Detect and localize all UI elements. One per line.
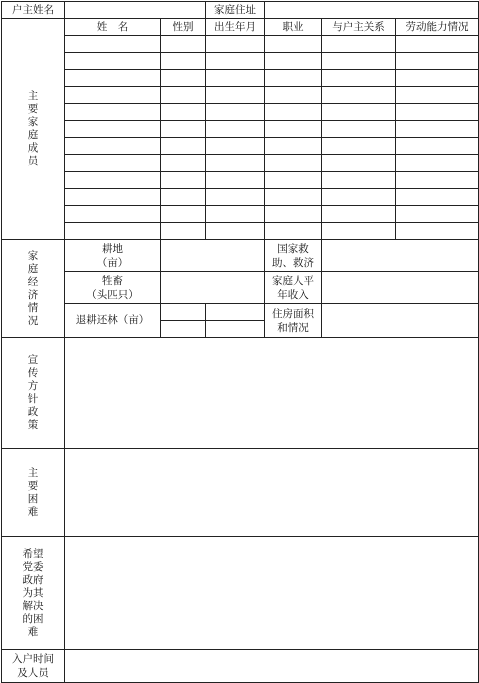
address-field[interactable] — [265, 2, 479, 19]
member-cell[interactable] — [265, 206, 322, 223]
member-cell[interactable] — [65, 189, 161, 206]
hopes-section-line: 为其 — [22, 586, 44, 599]
member-cell[interactable] — [396, 121, 479, 138]
member-cell[interactable] — [396, 223, 479, 240]
member-cell[interactable] — [206, 53, 265, 70]
member-cell[interactable] — [65, 70, 161, 87]
member-cell[interactable] — [396, 189, 479, 206]
reforestation-field[interactable] — [161, 321, 206, 338]
policy-field[interactable] — [65, 338, 479, 449]
member-cell[interactable] — [161, 36, 206, 53]
policy-section-char: 宣 — [27, 354, 39, 366]
member-row — [2, 189, 479, 206]
member-cell[interactable] — [322, 104, 396, 121]
member-cell[interactable] — [206, 87, 265, 104]
economy-section-label — [2, 240, 65, 338]
member-cell[interactable] — [65, 223, 161, 240]
economy-section-char: 家 — [27, 249, 39, 262]
member-cell[interactable] — [161, 70, 206, 87]
reforestation-label: 退耕还林（亩） — [65, 304, 161, 338]
member-cell[interactable] — [206, 36, 265, 53]
member-cell[interactable] — [265, 87, 322, 104]
member-cell[interactable] — [265, 70, 322, 87]
policy-section-char: 传 — [27, 367, 39, 379]
policy-section-char: 策 — [27, 419, 39, 431]
member-row — [2, 87, 479, 104]
member-cell[interactable] — [206, 189, 265, 206]
member-cell[interactable] — [322, 138, 396, 155]
member-cell[interactable] — [265, 138, 322, 155]
members-section-char: 主 — [27, 90, 39, 102]
difficulties-field[interactable] — [65, 449, 479, 537]
policy-section-label — [2, 338, 65, 449]
economy-section-char: 况 — [27, 314, 39, 327]
visit-label-line: 及人员 — [17, 667, 49, 679]
members-section-label — [2, 19, 65, 240]
housing-label — [265, 304, 322, 338]
member-cell[interactable] — [65, 172, 161, 189]
member-cell[interactable] — [265, 172, 322, 189]
member-row — [2, 155, 479, 172]
hopes-section-line: 希望 — [22, 547, 44, 560]
member-cell[interactable] — [206, 172, 265, 189]
member-cell[interactable] — [396, 70, 479, 87]
economy-section-char: 经 — [27, 275, 39, 288]
member-cell[interactable] — [65, 138, 161, 155]
member-cell[interactable] — [206, 206, 265, 223]
member-cell[interactable] — [322, 189, 396, 206]
livestock-unit: （头匹只） — [86, 288, 139, 301]
state-aid-label-line: 助、救济 — [272, 256, 314, 269]
livestock-field[interactable] — [161, 272, 265, 304]
hopes-section-label — [2, 537, 65, 650]
member-cell[interactable] — [396, 53, 479, 70]
hopes-section-line: 难 — [27, 625, 39, 638]
member-cell[interactable] — [265, 189, 322, 206]
member-cell[interactable] — [161, 53, 206, 70]
member-cell[interactable] — [396, 206, 479, 223]
policy-section-char: 方 — [27, 380, 39, 392]
address-label: 家庭住址 — [206, 2, 265, 19]
member-row — [2, 206, 479, 223]
member-cell[interactable] — [322, 223, 396, 240]
member-cell[interactable] — [161, 87, 206, 104]
household-visit-form — [1, 1, 479, 683]
members-section-char: 成 — [27, 142, 39, 154]
economy-section-char: 情 — [27, 301, 39, 314]
member-cell[interactable] — [161, 138, 206, 155]
hopes-field[interactable] — [65, 537, 479, 650]
visit-label-line: 入户时间 — [12, 653, 54, 665]
household-head-label: 户主姓名 — [2, 2, 65, 19]
difficulties-section-label — [2, 449, 65, 537]
member-cell[interactable] — [322, 155, 396, 172]
member-row — [2, 53, 479, 70]
per-capita-income-field[interactable] — [322, 272, 479, 304]
difficulties-section-char: 困 — [27, 492, 39, 505]
members-section-char: 要 — [27, 103, 39, 115]
member-cell[interactable] — [206, 138, 265, 155]
member-cell[interactable] — [265, 223, 322, 240]
per-capita-income-line: 年收入 — [277, 288, 309, 301]
member-cell[interactable] — [206, 104, 265, 121]
hopes-section-line: 的困 — [22, 612, 44, 625]
member-cell[interactable] — [161, 104, 206, 121]
visit-field[interactable] — [65, 650, 479, 683]
policy-section-char: 政 — [27, 406, 39, 418]
member-cell[interactable] — [396, 36, 479, 53]
member-row — [2, 121, 479, 138]
member-cell[interactable] — [265, 104, 322, 121]
household-head-field[interactable] — [65, 2, 206, 19]
column-header-gender: 性别 — [161, 19, 206, 36]
column-header-relation: 与户主关系 — [322, 19, 396, 36]
column-header-birth: 出生年月 — [206, 19, 265, 36]
member-cell[interactable] — [322, 206, 396, 223]
member-cell[interactable] — [161, 121, 206, 138]
members-section-char: 家 — [27, 116, 39, 128]
member-cell[interactable] — [322, 53, 396, 70]
member-cell[interactable] — [265, 53, 322, 70]
reforestation-field[interactable] — [206, 304, 265, 321]
member-cell[interactable] — [396, 138, 479, 155]
member-cell[interactable] — [396, 104, 479, 121]
member-cell[interactable] — [206, 223, 265, 240]
economy-section-char: 济 — [27, 288, 39, 301]
difficulties-section-char: 要 — [27, 479, 39, 492]
housing-label-line: 和情况 — [277, 321, 309, 334]
member-row — [2, 70, 479, 87]
member-cell[interactable] — [65, 53, 161, 70]
column-header-name: 姓 名 — [65, 19, 161, 36]
per-capita-income-line: 家庭人平 — [272, 274, 314, 287]
member-cell[interactable] — [161, 206, 206, 223]
member-cell[interactable] — [265, 155, 322, 172]
column-header-labor: 劳动能力情况 — [396, 19, 479, 36]
member-cell[interactable] — [206, 155, 265, 172]
farmland-label-line: 耕地 — [102, 242, 123, 255]
member-row — [2, 138, 479, 155]
member-cell[interactable] — [322, 121, 396, 138]
hopes-section-line: 政府 — [22, 573, 44, 586]
member-cell[interactable] — [322, 87, 396, 104]
livestock-label — [65, 272, 161, 304]
member-cell[interactable] — [322, 70, 396, 87]
hopes-section-line: 党委 — [22, 560, 44, 573]
member-cell[interactable] — [396, 87, 479, 104]
member-cell[interactable] — [65, 87, 161, 104]
member-cell[interactable] — [265, 121, 322, 138]
housing-field[interactable] — [322, 304, 479, 338]
housing-label-line: 住房面积 — [272, 307, 314, 320]
members-section-char: 庭 — [27, 129, 39, 141]
reforestation-field[interactable] — [206, 321, 265, 338]
difficulties-section-char: 难 — [27, 505, 39, 518]
farmland-unit: （亩） — [96, 256, 129, 269]
member-row — [2, 172, 479, 189]
visit-label — [2, 650, 65, 683]
member-cell[interactable] — [396, 172, 479, 189]
members-section-char: 员 — [27, 155, 39, 167]
member-cell[interactable] — [161, 223, 206, 240]
policy-section-char: 针 — [27, 393, 39, 405]
farmland-field[interactable] — [161, 240, 265, 272]
member-cell[interactable] — [322, 172, 396, 189]
member-cell[interactable] — [265, 36, 322, 53]
member-cell[interactable] — [65, 121, 161, 138]
member-cell[interactable] — [65, 104, 161, 121]
member-cell[interactable] — [161, 155, 206, 172]
member-row — [2, 223, 479, 240]
member-cell[interactable] — [206, 70, 265, 87]
reforestation-field[interactable] — [161, 304, 206, 321]
member-cell[interactable] — [161, 189, 206, 206]
member-row — [2, 104, 479, 121]
farmland-label — [65, 240, 161, 272]
state-aid-field[interactable] — [322, 240, 479, 272]
column-header-occupation: 职业 — [265, 19, 322, 36]
member-cell[interactable] — [206, 121, 265, 138]
member-cell[interactable] — [161, 172, 206, 189]
economy-section-char: 庭 — [27, 262, 39, 275]
member-row — [2, 36, 479, 53]
member-cell[interactable] — [322, 36, 396, 53]
member-cell[interactable] — [396, 155, 479, 172]
state-aid-label — [265, 240, 322, 272]
difficulties-section-char: 主 — [27, 466, 39, 479]
per-capita-income-label — [265, 272, 322, 304]
member-cell[interactable] — [65, 206, 161, 223]
state-aid-label-line: 国家救 — [277, 242, 309, 255]
hopes-section-line: 解决 — [22, 599, 44, 612]
livestock-label-line: 牲畜 — [102, 274, 123, 287]
member-cell[interactable] — [65, 36, 161, 53]
member-cell[interactable] — [65, 155, 161, 172]
